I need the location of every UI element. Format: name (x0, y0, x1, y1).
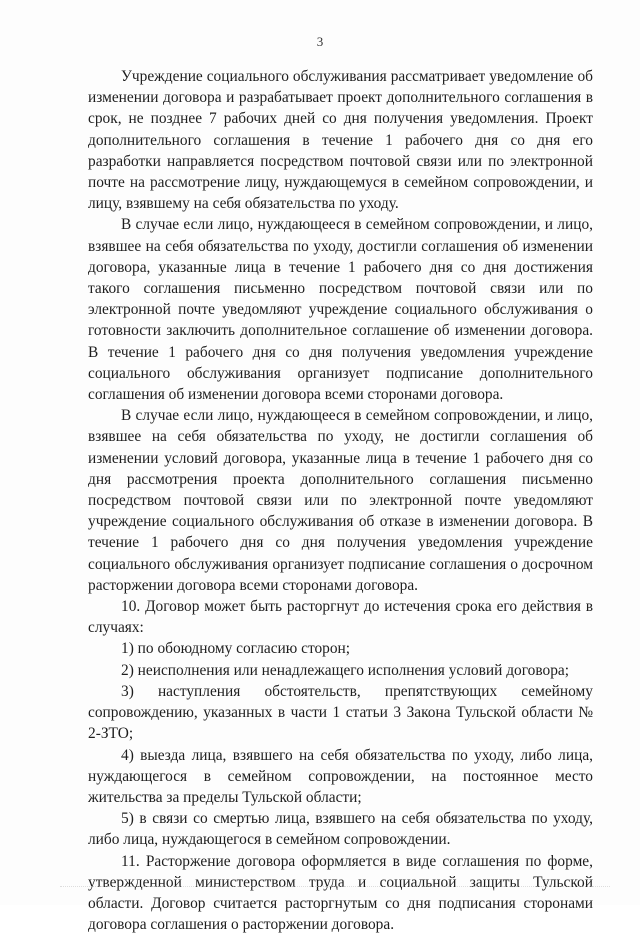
paragraph-agreement-not-reached: В случае если лицо, нуждающееся в семейном сопровождении, и лицо, взявшее на себя обязательства по уходу, не достигли соглашения об изменении условий договора, указанные лица в течение 1 рабочего дня со дня рассмотрения проекта дополнительного соглашения письменно посредством почтовой связи или по электронной почте уведомляют учреждение социального обслуживания об отказе в изменении договора. В течение 1 рабочего дня со дня получения уведомления учреждение социального обслуживания организует подписание соглашения о досрочном расторжении договора всеми сторонами договора. (88, 407, 593, 594)
document-body (88, 66, 593, 935)
paragraph-agreement-reached: В случае если лицо, нуждающееся в семейном сопровождении, и лицо, взявшее на себя обязательства по уходу, достигли соглашения об изменении договора, указанные лица в течение 1 рабочего дня со дня достижения такого соглашения письменно посредством почтовой связи или по электронной почте уведомляют учреждение социального обслуживания о готовности заключить дополнительное соглашение об изменении договора. В течение 1 рабочего дня со дня получения уведомления учреждение социального обслуживания организует подписание дополнительного соглашения об изменении договора всеми сторонами договора. (88, 216, 593, 404)
paragraph-clause-10: 10. Договор может быть расторгнут до истечения срока его действия в случаях: (88, 598, 593, 637)
page-number: 3 (316, 34, 324, 49)
list-item-circumstances: 3) наступления обстоятельств, препятствующих семейному сопровождению, указанных в части 1 статьи 3 Закона Тульской области № 2-ЗТО; (88, 682, 593, 743)
scan-edge-divider (60, 886, 610, 888)
list-item-relocation: 4) выезда лица, взявшего на себя обязательства по уходу, либо лица, нуждающегося в семейном сопровождении, на постоянное место жительства за пределы Тульской области; (88, 746, 593, 806)
list-item-mutual-consent: 1) по обоюдному согласию сторон; (121, 640, 351, 658)
list-item-non-performance: 2) неисполнения или ненадлежащего исполнения условий договора; (121, 661, 570, 679)
paragraph-review-notice: Учреждение социального обслуживания рассматривает уведомление об изменении договора и разрабатывает проект дополнительного соглашения в срок, не позднее 7 рабочих дней со дня получения уведомления. Проект дополнительного соглашения в течение 1 рабочего дня со дня его разработки направляется посредством почтовой связи или по электронной почте на рассмотрение лицу, нуждающемуся в семейном сопровождении, и лицу, взявшему на себя обязательства по уходу. (88, 68, 593, 213)
list-item-death: 5) в связи со смертью лица, взявшего на себя обязательства по уходу, либо лица, нуждающегося в семейном сопровождении. (88, 810, 593, 849)
paragraph-clause-11: 11. Расторжение договора оформляется в виде соглашения по форме, утвержденной министерством труда и социальной защиты Тульской области. Договор считается расторгнутым со дня подписания сторонами договора соглашения о расторжении договора. (88, 852, 593, 934)
